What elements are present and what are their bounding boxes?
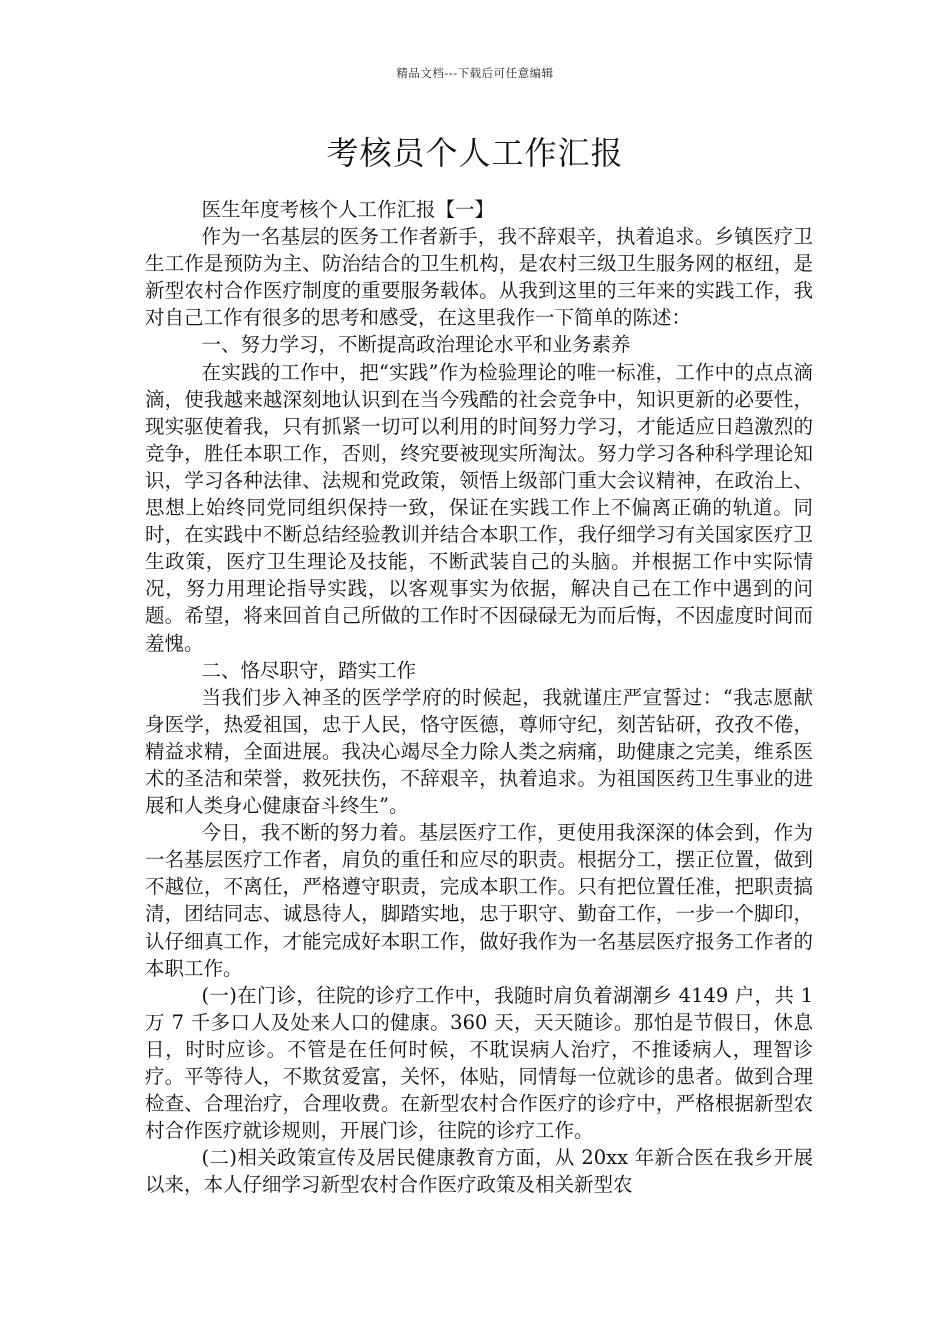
document-body xyxy=(145,196,813,1198)
paragraph: (二)相关政策宣传及居民健康教育方面，从 20xx 年新合医在我乡开展以来，本人仔细学习新型农村合作医疗政策及相关新型农 xyxy=(145,1146,813,1197)
paragraph: 在实践的工作中，把“实践”作为检验理论的唯一标准，工作中的点点滴滴，使我越来越深刻地认识到在当今残酷的社会竞争中，知识更新的必要性，现实驱使着我，只有抓紧一切可以利用的时间努力学习，才能适应日趋激烈的竞争，胜任本职工作，否则，终究要被现实所淘汰。努力学习各种科学理论知识，学习各种法律、法规和党政策，领悟上级部门重大会议精神，在政治上、思想上始终同党同组织保持一致，保证在实践工作上不偏离正确的轨道。同时，在实践中不断总结经验教训并结合本职工作，我仔细学习有关国家医疗卫生政策，医疗卫生理论及技能，不断武装自己的头脑。并根据工作中实际情况，努力用理论指导实践，以客观事实为依据，解决自己在工作中遇到的问题。希望，将来回首自己所做的工作时不因碌碌无为而后悔，不因虚度时间而羞愧。 xyxy=(145,360,813,655)
paragraph: 作为一名基层的医务工作者新手，我不辞艰辛，执着追求。乡镇医疗卫生工作是预防为主、防治结合的卫生机构，是农村三级卫生服务网的枢纽，是新型农村合作医疗制度的重要服务载体。从我到这里的三年来的实践工作，我对自己工作有很多的思考和感受，在这里我作一下简单的陈述： xyxy=(145,225,813,330)
section-heading: 二、恪尽职守，踏实工作 xyxy=(201,658,417,682)
header-note: 精品文档---下载后可任意编辑 xyxy=(396,66,554,80)
document-title: 考核员个人工作汇报 xyxy=(326,134,624,172)
paragraph: (一)在门诊，往院的诊疗工作中，我随时肩负着湖潮乡 4149 户，共 1 万 7 千多口人及处来人口的健康。360 天，天天随诊。那怕是节假日，休息日，时时应诊。不管是在任何时候，不耽误病人治疗，不推诿病人，理智诊疗。平等待人，不欺贫爱富，关怀，体贴，同情每一位就诊的患者。做到合理检查、合理治疗，合理收费。在新型农村合作医疗的诊疗中，严格根据新型农村合作医疗就诊规则，开展门诊，往院的诊疗工作。 xyxy=(145,983,813,1143)
section-heading: 一、努力学习，不断提高政治理论水平和业务素养 xyxy=(201,333,631,357)
paragraph: 今日，我不断的努力着。基层医疗工作，更使用我深深的体会到，作为一名基层医疗工作者，肩负的重任和应尽的职责。根据分工，摆正位置，做到不越位，不离任，严格遵守职责，完成本职工作。只有把位置任准，把职责搞清，团结同志、诚恳待人，脚踏实地，忠于职守、勤奋工作，一步一个脚印，认仔细真工作，才能完成好本职工作，做好我作为一名基层医疗报务工作者的本职工作。 xyxy=(145,821,813,980)
paragraph: 当我们步入神圣的医学学府的时候起，我就谨庄严宣誓过：“我志愿献身医学，热爱祖国，忠于人民，恪守医德，尊师守纪，刻苦钻研，孜孜不倦，精益求精，全面进展。我决心竭尽全力除人类之病痛，助健康之完美，维系医术的圣洁和荣誉，救死扶伤，不辞艰辛，执着追求。为祖国医药卫生事业的进展和人类身心健康奋斗终生”。 xyxy=(145,685,813,818)
section-heading: 医生年度考核个人工作汇报【一】 xyxy=(201,198,495,221)
